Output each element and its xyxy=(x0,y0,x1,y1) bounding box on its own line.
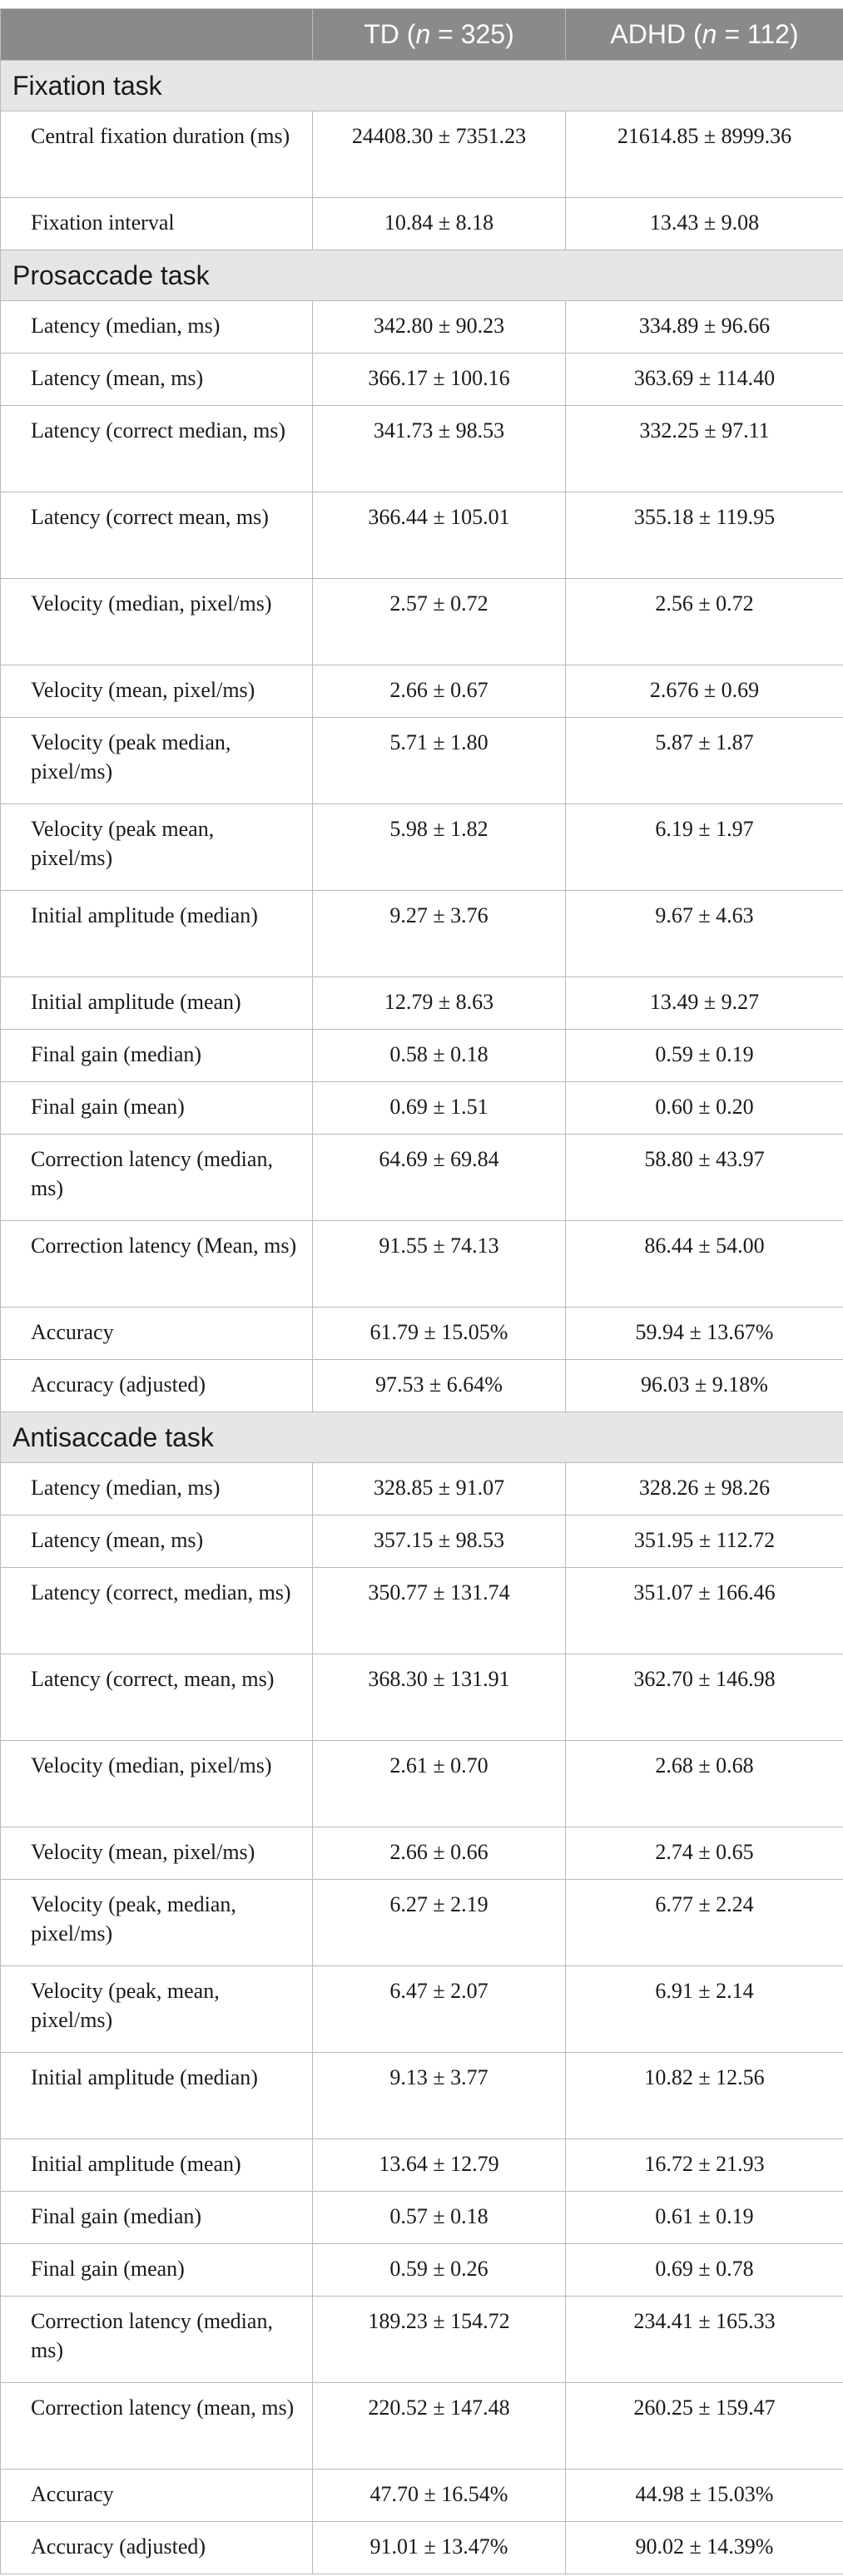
table-row xyxy=(1,1515,843,1568)
adhd-value: 0.61 ± 0.19 xyxy=(566,2192,843,2244)
table-row xyxy=(1,1308,843,1360)
adhd-value: 0.60 ± 0.20 xyxy=(566,1082,843,1135)
td-value: 9.13 ± 3.77 xyxy=(313,2053,566,2139)
row-label: Latency (correct, median, ms) xyxy=(1,1568,313,1654)
adhd-value: 90.02 ± 14.39% xyxy=(566,2522,843,2574)
table-row xyxy=(1,1966,843,2053)
adhd-value: 2.56 ± 0.72 xyxy=(566,579,843,665)
header-adhd-prefix: ADHD ( xyxy=(610,19,702,49)
row-label: Final gain (mean) xyxy=(1,1082,313,1135)
row-label: Latency (median, ms) xyxy=(1,1463,313,1515)
row-label: Latency (correct mean, ms) xyxy=(1,492,313,579)
header-row xyxy=(1,9,843,61)
row-label: Final gain (median) xyxy=(1,1030,313,1082)
td-value: 0.59 ± 0.26 xyxy=(313,2244,566,2297)
row-label: Correction latency (median, ms) xyxy=(1,2297,313,2383)
table-row xyxy=(1,2522,843,2574)
row-label: Velocity (median, pixel/ms) xyxy=(1,579,313,665)
header-blank-cell xyxy=(1,9,313,61)
header-td-suffix: = 325) xyxy=(430,19,514,49)
table-row xyxy=(1,804,843,891)
adhd-value: 44.98 ± 15.03% xyxy=(566,2470,843,2522)
table-row xyxy=(1,1654,843,1741)
section-row xyxy=(1,1412,843,1463)
table-row xyxy=(1,1135,843,1221)
td-value: 328.85 ± 91.07 xyxy=(313,1463,566,1515)
row-label: Velocity (peak median, pixel/ms) xyxy=(1,718,313,804)
table-row xyxy=(1,579,843,665)
td-value: 2.57 ± 0.72 xyxy=(313,579,566,665)
td-value: 12.79 ± 8.63 xyxy=(313,977,566,1030)
row-label: Accuracy (adjusted) xyxy=(1,2522,313,2574)
row-label: Fixation interval xyxy=(1,198,313,250)
header-adhd-n: n xyxy=(702,19,717,49)
td-value: 0.69 ± 1.51 xyxy=(313,1082,566,1135)
table-row xyxy=(1,406,843,492)
td-value: 189.23 ± 154.72 xyxy=(313,2297,566,2383)
td-value: 350.77 ± 131.74 xyxy=(313,1568,566,1654)
adhd-value: 6.77 ± 2.24 xyxy=(566,1880,843,1966)
td-value: 357.15 ± 98.53 xyxy=(313,1515,566,1568)
row-label: Initial amplitude (median) xyxy=(1,2053,313,2139)
table-row xyxy=(1,2192,843,2244)
table-row xyxy=(1,2139,843,2192)
td-value: 47.70 ± 16.54% xyxy=(313,2470,566,2522)
row-label: Latency (mean, ms) xyxy=(1,354,313,406)
td-value: 24408.30 ± 7351.23 xyxy=(313,111,566,198)
row-label: Correction latency (median, ms) xyxy=(1,1135,313,1221)
row-label: Latency (correct median, ms) xyxy=(1,406,313,492)
row-label: Latency (median, ms) xyxy=(1,301,313,354)
td-value: 2.66 ± 0.66 xyxy=(313,1827,566,1880)
adhd-value: 355.18 ± 119.95 xyxy=(566,492,843,579)
table-row xyxy=(1,198,843,250)
header-adhd xyxy=(566,9,843,61)
table-row xyxy=(1,301,843,354)
row-label: Accuracy (adjusted) xyxy=(1,1360,313,1412)
row-label: Correction latency (mean, ms) xyxy=(1,2383,313,2470)
results-table xyxy=(0,8,843,2574)
header-td-prefix: TD ( xyxy=(364,19,416,49)
td-value: 6.47 ± 2.07 xyxy=(313,1966,566,2053)
table-row xyxy=(1,354,843,406)
section-title: Fixation task xyxy=(1,61,843,111)
td-value: 341.73 ± 98.53 xyxy=(313,406,566,492)
table-body xyxy=(1,61,843,2574)
row-label: Central fixation duration (ms) xyxy=(1,111,313,198)
table-row xyxy=(1,111,843,198)
adhd-value: 2.676 ± 0.69 xyxy=(566,665,843,718)
td-value: 368.30 ± 131.91 xyxy=(313,1654,566,1741)
table-row xyxy=(1,718,843,804)
adhd-value: 58.80 ± 43.97 xyxy=(566,1135,843,1221)
td-value: 9.27 ± 3.76 xyxy=(313,891,566,977)
table-row xyxy=(1,1082,843,1135)
table-row xyxy=(1,1360,843,1412)
td-value: 91.01 ± 13.47% xyxy=(313,2522,566,2574)
adhd-value: 0.69 ± 0.78 xyxy=(566,2244,843,2297)
adhd-value: 6.91 ± 2.14 xyxy=(566,1966,843,2053)
adhd-value: 86.44 ± 54.00 xyxy=(566,1221,843,1308)
row-label: Latency (correct, mean, ms) xyxy=(1,1654,313,1741)
table-row xyxy=(1,2297,843,2383)
row-label: Accuracy xyxy=(1,2470,313,2522)
td-value: 64.69 ± 69.84 xyxy=(313,1135,566,1221)
td-value: 2.61 ± 0.70 xyxy=(313,1741,566,1827)
adhd-value: 13.49 ± 9.27 xyxy=(566,977,843,1030)
table-row xyxy=(1,2470,843,2522)
td-value: 10.84 ± 8.18 xyxy=(313,198,566,250)
adhd-value: 2.68 ± 0.68 xyxy=(566,1741,843,1827)
row-label: Velocity (peak mean, pixel/ms) xyxy=(1,804,313,891)
adhd-value: 334.89 ± 96.66 xyxy=(566,301,843,354)
adhd-value: 328.26 ± 98.26 xyxy=(566,1463,843,1515)
td-value: 61.79 ± 15.05% xyxy=(313,1308,566,1360)
adhd-value: 234.41 ± 165.33 xyxy=(566,2297,843,2383)
table-row xyxy=(1,1880,843,1966)
adhd-value: 2.74 ± 0.65 xyxy=(566,1827,843,1880)
row-label: Initial amplitude (mean) xyxy=(1,977,313,1030)
table-row xyxy=(1,492,843,579)
row-label: Final gain (mean) xyxy=(1,2244,313,2297)
table-row xyxy=(1,977,843,1030)
table-row xyxy=(1,2244,843,2297)
adhd-value: 363.69 ± 114.40 xyxy=(566,354,843,406)
adhd-value: 362.70 ± 146.98 xyxy=(566,1654,843,1741)
adhd-value: 96.03 ± 9.18% xyxy=(566,1360,843,1412)
table-row xyxy=(1,1030,843,1082)
td-value: 5.71 ± 1.80 xyxy=(313,718,566,804)
adhd-value: 6.19 ± 1.97 xyxy=(566,804,843,891)
adhd-value: 9.67 ± 4.63 xyxy=(566,891,843,977)
adhd-value: 5.87 ± 1.87 xyxy=(566,718,843,804)
adhd-value: 351.95 ± 112.72 xyxy=(566,1515,843,1568)
row-label: Final gain (median) xyxy=(1,2192,313,2244)
td-value: 5.98 ± 1.82 xyxy=(313,804,566,891)
table-row xyxy=(1,2383,843,2470)
adhd-value: 16.72 ± 21.93 xyxy=(566,2139,843,2192)
td-value: 366.17 ± 100.16 xyxy=(313,354,566,406)
row-label: Velocity (mean, pixel/ms) xyxy=(1,665,313,718)
row-label: Velocity (peak, median, pixel/ms) xyxy=(1,1880,313,1966)
adhd-value: 13.43 ± 9.08 xyxy=(566,198,843,250)
table-row xyxy=(1,1221,843,1308)
adhd-value: 21614.85 ± 8999.36 xyxy=(566,111,843,198)
table-row xyxy=(1,1827,843,1880)
adhd-value: 10.82 ± 12.56 xyxy=(566,2053,843,2139)
section-row xyxy=(1,250,843,301)
table-row xyxy=(1,891,843,977)
td-value: 220.52 ± 147.48 xyxy=(313,2383,566,2470)
row-label: Initial amplitude (mean) xyxy=(1,2139,313,2192)
td-value: 2.66 ± 0.67 xyxy=(313,665,566,718)
row-label: Initial amplitude (median) xyxy=(1,891,313,977)
adhd-value: 0.59 ± 0.19 xyxy=(566,1030,843,1082)
td-value: 6.27 ± 2.19 xyxy=(313,1880,566,1966)
adhd-value: 332.25 ± 97.11 xyxy=(566,406,843,492)
td-value: 91.55 ± 74.13 xyxy=(313,1221,566,1308)
section-title: Antisaccade task xyxy=(1,1412,843,1463)
adhd-value: 260.25 ± 159.47 xyxy=(566,2383,843,2470)
header-adhd-suffix: = 112) xyxy=(717,19,799,49)
td-value: 366.44 ± 105.01 xyxy=(313,492,566,579)
table-row xyxy=(1,1568,843,1654)
section-title: Prosaccade task xyxy=(1,250,843,301)
section-row xyxy=(1,61,843,111)
adhd-value: 59.94 ± 13.67% xyxy=(566,1308,843,1360)
td-value: 0.58 ± 0.18 xyxy=(313,1030,566,1082)
table-row xyxy=(1,2053,843,2139)
td-value: 0.57 ± 0.18 xyxy=(313,2192,566,2244)
table-row xyxy=(1,1463,843,1515)
row-label: Accuracy xyxy=(1,1308,313,1360)
adhd-value: 351.07 ± 166.46 xyxy=(566,1568,843,1654)
table-row xyxy=(1,665,843,718)
row-label: Velocity (median, pixel/ms) xyxy=(1,1741,313,1827)
row-label: Correction latency (Mean, ms) xyxy=(1,1221,313,1308)
row-label: Velocity (peak, mean, pixel/ms) xyxy=(1,1966,313,2053)
header-td xyxy=(313,9,566,61)
td-value: 342.80 ± 90.23 xyxy=(313,301,566,354)
header-td-n: n xyxy=(415,19,431,49)
table-row xyxy=(1,1741,843,1827)
td-value: 97.53 ± 6.64% xyxy=(313,1360,566,1412)
td-value: 13.64 ± 12.79 xyxy=(313,2139,566,2192)
row-label: Velocity (mean, pixel/ms) xyxy=(1,1827,313,1880)
row-label: Latency (mean, ms) xyxy=(1,1515,313,1568)
